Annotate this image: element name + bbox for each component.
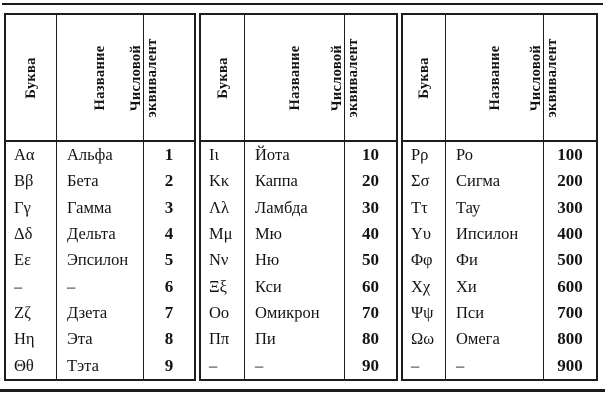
greek-letter-cell: Σσ xyxy=(403,168,446,194)
table-row xyxy=(201,221,396,247)
numeral-cell: 60 xyxy=(362,276,379,296)
greek-letter-cell: Κκ xyxy=(201,168,245,194)
greek-letter-cell: Ττ xyxy=(403,195,446,221)
numeral-cell: 7 xyxy=(164,303,174,323)
greek-letter-cell: Ππ xyxy=(201,326,245,352)
header-numeral-line2: эквивалент xyxy=(144,37,160,118)
header-numeral-label xyxy=(528,38,560,117)
greek-letter-cell: – xyxy=(403,353,446,379)
header-name-label: Название xyxy=(486,45,503,110)
numeral-cell: 6 xyxy=(164,276,174,296)
greek-letter-cell: Εε xyxy=(6,247,57,273)
greek-letter-cell: Ηη xyxy=(6,326,57,352)
name-cell: Тэта xyxy=(57,353,144,379)
greek-letter-cell: Αα xyxy=(6,142,57,168)
numeral-cell: 20 xyxy=(362,171,379,191)
name-cell: Эта xyxy=(57,326,144,352)
greek-letter-cell: Ιι xyxy=(201,142,245,168)
greek-alphabet-table xyxy=(4,13,598,381)
greek-letter-cell: Ωω xyxy=(403,326,446,352)
table-row xyxy=(403,195,596,221)
name-cell: – xyxy=(57,274,144,300)
name-cell: Бета xyxy=(57,168,144,194)
name-cell: Омикрон xyxy=(245,300,345,326)
greek-letter-cell: Ζζ xyxy=(6,300,57,326)
table-row xyxy=(6,221,194,247)
table-row xyxy=(201,274,396,300)
table-row xyxy=(403,326,596,352)
greek-letter-cell: Θθ xyxy=(6,353,57,379)
numeral-cell: 100 xyxy=(557,145,583,165)
name-cell: Гамма xyxy=(57,195,144,221)
numeral-cell: 300 xyxy=(557,197,583,217)
name-cell: Мю xyxy=(245,221,345,247)
numeral-cell: 700 xyxy=(557,303,583,323)
greek-letter-cell: Ξξ xyxy=(201,274,245,300)
numeral-cell: 40 xyxy=(362,224,379,244)
header-letter-label: Буква xyxy=(22,56,39,99)
header-numeral-label xyxy=(128,38,160,117)
name-cell: Сигма xyxy=(446,168,544,194)
name-cell: Тау xyxy=(446,195,544,221)
table-row xyxy=(6,326,194,352)
name-cell: Хи xyxy=(446,274,544,300)
table-row xyxy=(6,274,194,300)
name-cell: Ламбда xyxy=(245,195,345,221)
numeral-cell: 10 xyxy=(362,145,379,165)
numeral-cell: 600 xyxy=(557,276,583,296)
greek-letter-cell: Δδ xyxy=(6,221,57,247)
table-body xyxy=(6,142,194,379)
greek-letter-cell: Μμ xyxy=(201,221,245,247)
header-row xyxy=(6,15,194,142)
header-name-label: Название xyxy=(286,45,303,110)
alphabet-table-group-1 xyxy=(4,13,196,381)
table-row xyxy=(403,274,596,300)
table-body xyxy=(403,142,596,379)
table-row xyxy=(403,142,596,168)
numeral-cell: 8 xyxy=(164,329,174,349)
alphabet-table-group-2 xyxy=(199,13,398,381)
name-cell: Омега xyxy=(446,326,544,352)
header-letter xyxy=(201,15,245,140)
table-row xyxy=(403,353,596,379)
greek-letter-cell: – xyxy=(6,274,57,300)
table-row xyxy=(403,300,596,326)
numeral-cell: 70 xyxy=(362,303,379,323)
greek-letter-cell: Φφ xyxy=(403,247,446,273)
header-numeral-line1: Числовой xyxy=(527,44,544,111)
greek-letter-cell: Ψψ xyxy=(403,300,446,326)
name-cell: Дельта xyxy=(57,221,144,247)
numeral-cell: 4 xyxy=(164,224,174,244)
table-row xyxy=(403,221,596,247)
table-row xyxy=(403,247,596,273)
name-cell: Пси xyxy=(446,300,544,326)
name-cell: Дзета xyxy=(57,300,144,326)
header-letter-label: Буква xyxy=(214,56,231,99)
name-cell: Каппа xyxy=(245,168,345,194)
table-row xyxy=(201,353,396,379)
alphabet-table-group-3 xyxy=(401,13,598,381)
numeral-cell: 500 xyxy=(557,250,583,270)
header-row xyxy=(201,15,396,142)
name-cell: Йота xyxy=(245,142,345,168)
header-numeral-line1: Числовой xyxy=(127,44,144,111)
numeral-cell: 90 xyxy=(362,355,379,375)
greek-letter-cell: Γγ xyxy=(6,195,57,221)
greek-letter-cell: Ββ xyxy=(6,168,57,194)
name-cell: Эпсилон xyxy=(57,247,144,273)
numeral-cell: 2 xyxy=(164,171,174,191)
table-row xyxy=(6,353,194,379)
header-letter xyxy=(6,15,57,140)
name-cell: Кси xyxy=(245,274,345,300)
table-row xyxy=(201,168,396,194)
header-letter-label: Буква xyxy=(415,56,432,99)
table-row xyxy=(6,300,194,326)
numeral-cell: 50 xyxy=(362,250,379,270)
greek-letter-cell: Υυ xyxy=(403,221,446,247)
table-row xyxy=(201,300,396,326)
name-cell: Ро xyxy=(446,142,544,168)
numeral-cell: 9 xyxy=(164,355,174,375)
greek-letter-cell: – xyxy=(201,353,245,379)
numeral-cell: 1 xyxy=(164,145,174,165)
table-row xyxy=(6,142,194,168)
name-cell: – xyxy=(245,353,345,379)
numeral-cell: 400 xyxy=(557,224,583,244)
bottom-rule xyxy=(0,389,605,392)
table-row xyxy=(201,142,396,168)
top-rule xyxy=(2,3,603,5)
numeral-cell: 900 xyxy=(557,355,583,375)
table-row xyxy=(6,168,194,194)
header-name-label: Название xyxy=(91,45,108,110)
header-numeral-line2: эквивалент xyxy=(544,37,560,118)
numeral-cell: 3 xyxy=(164,197,174,217)
name-cell: Ню xyxy=(245,247,345,273)
table-row xyxy=(201,195,396,221)
table-row xyxy=(201,326,396,352)
numeral-cell: 200 xyxy=(557,171,583,191)
numeral-cell: 30 xyxy=(362,197,379,217)
header-letter xyxy=(403,15,446,140)
table-row xyxy=(403,168,596,194)
greek-letter-cell: Ρρ xyxy=(403,142,446,168)
numeral-cell: 800 xyxy=(557,329,583,349)
name-cell: Пи xyxy=(245,326,345,352)
header-numeral-label xyxy=(329,38,361,117)
greek-letter-cell: Λλ xyxy=(201,195,245,221)
table-body xyxy=(201,142,396,379)
header-numeral-line2: эквивалент xyxy=(345,37,361,118)
name-cell: Фи xyxy=(446,247,544,273)
table-row xyxy=(201,247,396,273)
table-row xyxy=(6,247,194,273)
name-cell: Ипсилон xyxy=(446,221,544,247)
greek-letter-cell: Νν xyxy=(201,247,245,273)
name-cell: Альфа xyxy=(57,142,144,168)
header-row xyxy=(403,15,596,142)
numeral-cell: 5 xyxy=(164,250,174,270)
name-cell: – xyxy=(446,353,544,379)
numeral-cell: 80 xyxy=(362,329,379,349)
table-row xyxy=(6,195,194,221)
header-numeral-line1: Числовой xyxy=(328,44,345,111)
greek-letter-cell: Οο xyxy=(201,300,245,326)
greek-letter-cell: Χχ xyxy=(403,274,446,300)
